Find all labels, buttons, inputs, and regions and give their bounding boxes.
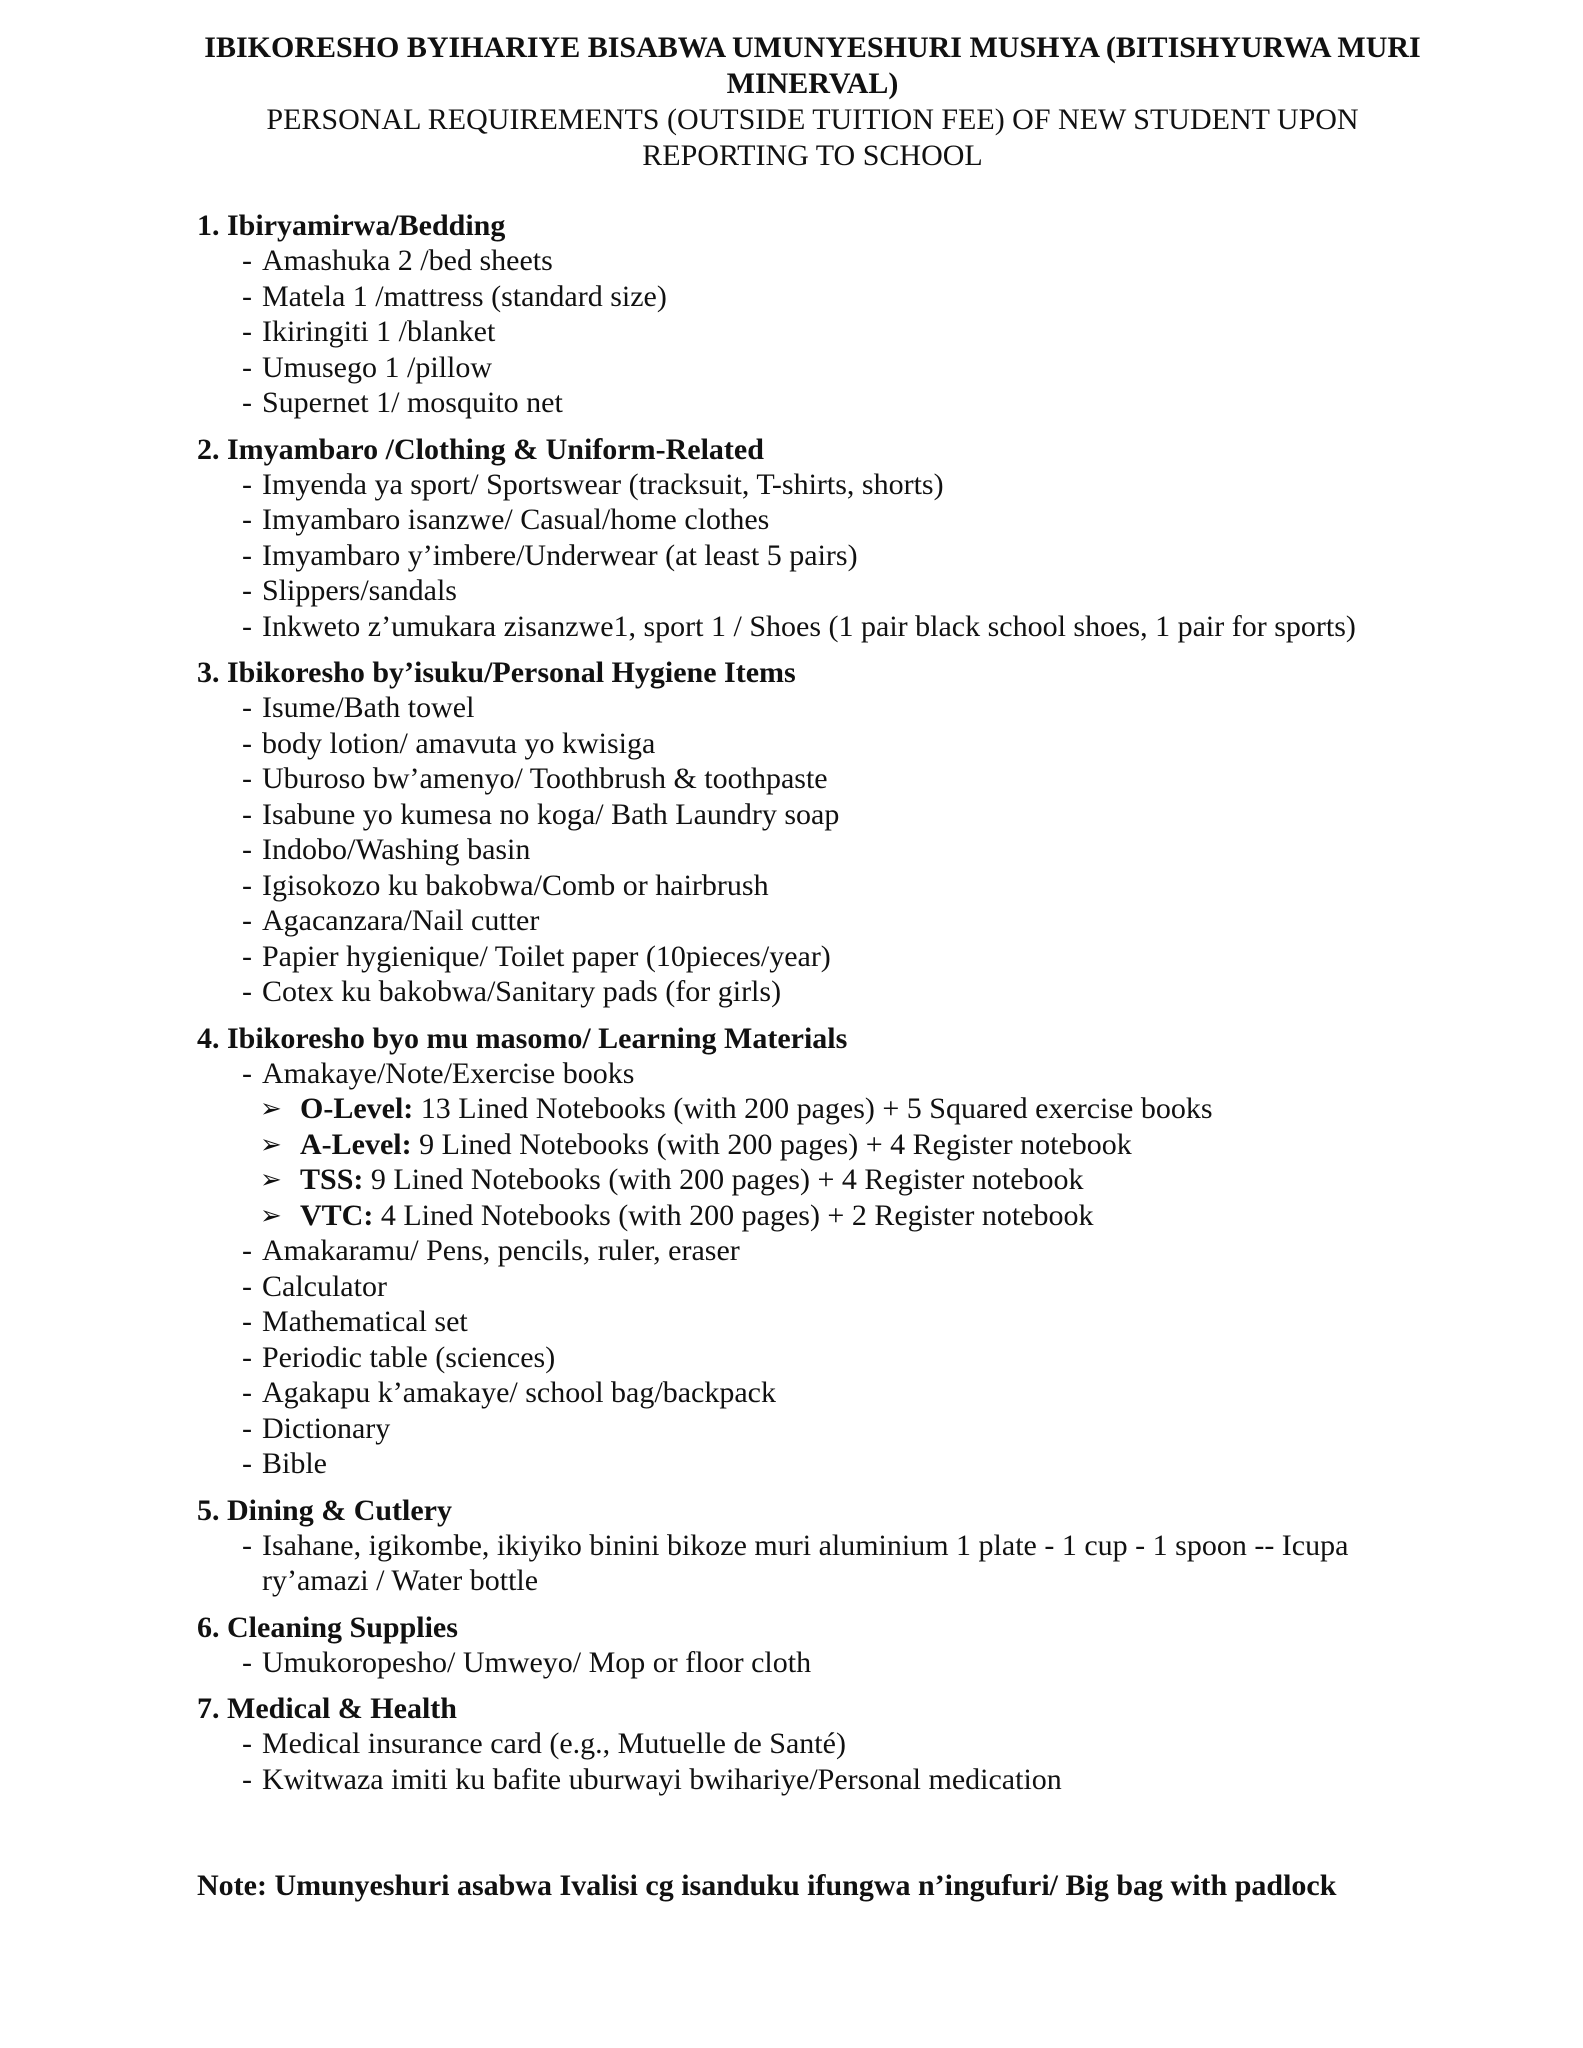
title-english: PERSONAL REQUIREMENTS (OUTSIDE TUITION FEE) OF NEW STUDENT UPON REPORTING TO SCHOOL bbox=[266, 103, 1359, 172]
list-item: - Imyenda ya sport/ Sportswear (tracksuit, T-shirts, shorts) bbox=[242, 467, 944, 501]
title-kinyarwanda: IBIKORESHO BYIHARIYE BISABWA UMUNYESHURI MUSHYA (BITISHYURWA MURI MINERVAL) bbox=[204, 31, 1421, 100]
list-item: - Agakapu k’amakaye/ school bag/backpack bbox=[242, 1376, 776, 1409]
section-learning-materials bbox=[197, 1021, 1447, 1482]
list-item: - Amashuka 2 /bed sheets bbox=[242, 244, 553, 277]
list-item: - Imyambaro isanzwe/ Casual/home clothes bbox=[242, 503, 770, 536]
section-heading: 2. Imyambaro /Clothing & Uniform-Related bbox=[197, 432, 764, 466]
list-item: - Umukoropesho/ Umweyo/ Mop or floor cloth bbox=[242, 1645, 812, 1679]
arrow-bullet-icon: ➢ bbox=[260, 1165, 282, 1194]
list-item: - Indobo/Washing basin bbox=[242, 833, 531, 866]
arrow-bullet-icon: ➢ bbox=[260, 1129, 282, 1159]
section-heading: 5. Dining & Cutlery bbox=[197, 1493, 452, 1527]
list-item: - Medical insurance card (e.g., Mutuelle de Santé) bbox=[242, 1727, 846, 1760]
list-item: - Supernet 1/ mosquito net bbox=[242, 386, 563, 419]
list-item: - Bible bbox=[242, 1447, 327, 1480]
arrow-bullet-icon: ➢ bbox=[260, 1200, 282, 1230]
list-item: - Kwitwaza imiti ku bafite uburwayi bwihariye/Personal medication bbox=[242, 1762, 1062, 1796]
section-dining bbox=[197, 1493, 1447, 1599]
list-item: - Slippers/sandals bbox=[242, 574, 457, 607]
list-item: - Igisokozo ku bakobwa/Comb or hairbrush bbox=[242, 868, 769, 902]
list-item: - Matela 1 /mattress (standard size) bbox=[242, 279, 667, 313]
list-item: - Ikiringiti 1 /blanket bbox=[242, 315, 496, 348]
list-item: - Agacanzara/Nail cutter bbox=[242, 904, 540, 937]
section-heading: 6. Cleaning Supplies bbox=[197, 1610, 458, 1644]
list-item: - Imyambaro y’imbere/Underwear (at least 5 pairs) bbox=[242, 538, 858, 572]
list-item: - Mathematical set bbox=[242, 1305, 468, 1338]
arrow-bullet-icon: ➢ bbox=[260, 1094, 282, 1123]
list-item: - Inkweto z’umukara zisanzwe1, sport 1 / Shoes (1 pair black school shoes, 1 pair for sports) bbox=[242, 609, 1356, 643]
list-item: - Umusego 1 /pillow bbox=[242, 350, 492, 384]
list-item: - Dictionary bbox=[242, 1411, 391, 1445]
list-item: - Amakaramu/ Pens, pencils, ruler, eraser bbox=[242, 1234, 740, 1267]
list-item: - Calculator bbox=[242, 1269, 387, 1303]
list-item: - Isahane, igikombe, ikiyiko binini bikoze muri aluminium 1 plate - 1 cup - 1 spoon -- Icupa ry’amazi / Water bottle bbox=[242, 1528, 1349, 1597]
list-item: - Periodic table (sciences) bbox=[242, 1340, 556, 1374]
section-bedding bbox=[197, 208, 1447, 421]
requirements-list bbox=[197, 208, 1447, 1808]
list-item: - Uburoso bw’amenyo/ Toothbrush & toothpaste bbox=[242, 762, 828, 795]
notebook-requirement: ➢ O-Level: 13 Lined Notebooks (with 200 pages) + 5 Squared exercise books bbox=[260, 1092, 1213, 1125]
section-hygiene bbox=[197, 655, 1447, 1010]
list-item: - Isabune yo kumesa no koga/ Bath Laundry soap bbox=[242, 797, 840, 831]
document-title bbox=[190, 30, 1435, 174]
list-item: - Isume/Bath towel bbox=[242, 691, 475, 724]
section-cleaning bbox=[197, 1610, 1447, 1681]
note-text: Note: Umunyeshuri asabwa Ivalisi cg isanduku ifungwa n’ingufuri/ Big bag with padlock bbox=[197, 1869, 1337, 1902]
notebook-requirement: ➢ VTC: 4 Lined Notebooks (with 200 pages) + 2 Register notebook bbox=[260, 1198, 1094, 1232]
list-item: - body lotion/ amavuta yo kwisiga bbox=[242, 726, 656, 760]
notebook-requirement: ➢ TSS: 9 Lined Notebooks (with 200 pages) + 4 Register notebook bbox=[260, 1163, 1084, 1196]
list-item: - Papier hygienique/ Toilet paper (10pieces/year) bbox=[242, 939, 831, 973]
section-heading: 1. Ibiryamirwa/Bedding bbox=[197, 209, 506, 242]
section-heading: 3. Ibikoresho by’isuku/Personal Hygiene Items bbox=[197, 656, 796, 689]
section-heading: 7. Medical & Health bbox=[197, 1692, 457, 1725]
notebook-requirement: ➢ A-Level: 9 Lined Notebooks (with 200 pages) + 4 Register notebook bbox=[260, 1127, 1132, 1161]
list-item: - Cotex ku bakobwa/Sanitary pads (for girls) bbox=[242, 975, 782, 1008]
section-clothing bbox=[197, 432, 1447, 645]
section-medical bbox=[197, 1691, 1447, 1797]
list-item: - Amakaye/Note/Exercise books bbox=[242, 1056, 635, 1090]
section-heading: 4. Ibikoresho byo mu masomo/ Learning Materials bbox=[197, 1021, 848, 1055]
